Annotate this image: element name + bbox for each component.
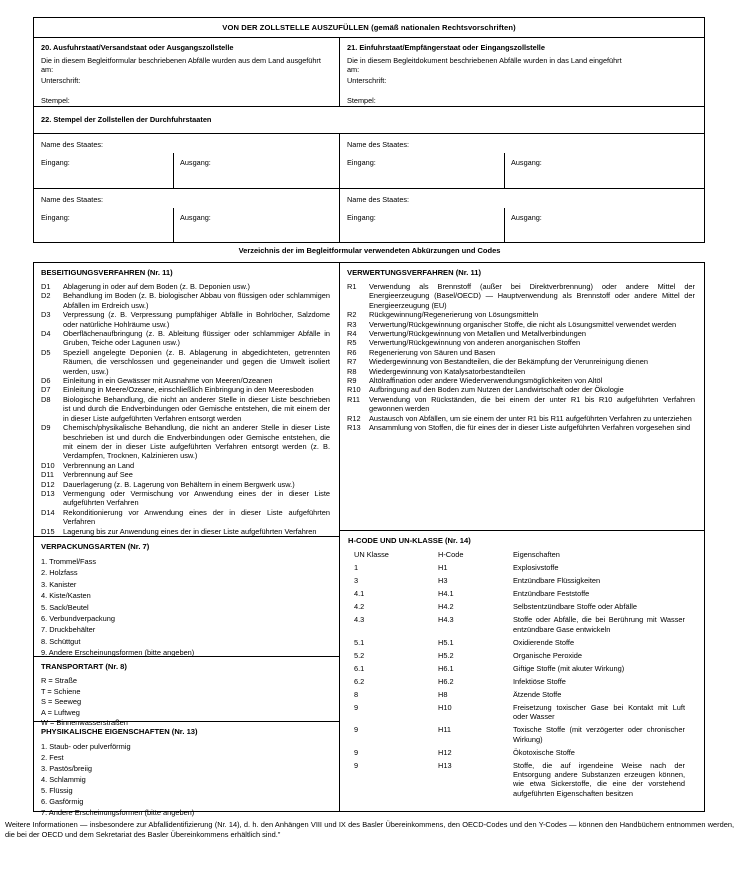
un-class-value: 4.3 <box>354 615 365 625</box>
disposal-code-item <box>41 291 334 310</box>
hcode-table <box>348 550 699 798</box>
hcode-row <box>354 690 699 699</box>
recovery-code-item <box>347 329 699 338</box>
physical-item: 3. Pastös/breiig <box>41 763 92 773</box>
hcode-row <box>354 638 699 647</box>
code-description: Wiedergewinnung von Bestandteilen, die der Bekämpfung der Verunreinigung dienen <box>369 357 648 367</box>
state-name-label: Name des Staates: <box>347 195 410 204</box>
hcode-value: H1 <box>438 563 448 573</box>
code-description: Speziell angelegte Deponien (z. B. Ablagerung in abgedichteten, getrennten Räumen, die verschlossen und gegeneinander und gegen die Umwelt isoliert werden, usw.) <box>63 347 330 376</box>
disposal-code-item <box>41 329 334 348</box>
customs-section-title: VON DER ZOLLSTELLE AUSZUFÜLLEN (gemäß nationalen Rechtsvorschriften) <box>34 18 704 38</box>
hcode-rows <box>354 563 699 798</box>
box-21-header: 21. Einfuhrstaat/Empfängerstaat oder Eingangszollstelle <box>347 43 545 52</box>
code-label: R7 <box>347 357 357 367</box>
code-label: R1 <box>347 282 357 291</box>
disposal-code-item <box>41 470 334 479</box>
packaging-section-title: VERPACKUNGSARTEN (Nr. 7) <box>41 541 150 551</box>
transit-states-grid <box>34 134 704 242</box>
code-label: R8 <box>347 366 357 376</box>
hcode-row <box>354 703 699 722</box>
code-description: Verpressung (z. B. Verpressung pumpfähiger Abfälle in Bohrlöcher, Salzdome oder natürliche Hohlräume usw.) <box>63 310 330 329</box>
code-description: Vermengung oder Vermischung vor Anwendung eines der in dieser Liste aufgeführten Verfahren <box>63 488 330 508</box>
disposal-code-item <box>41 508 334 527</box>
disposal-code-item <box>41 395 334 423</box>
recovery-code-item <box>347 338 699 347</box>
hcode-property-text: Entzündbare Flüssigkeiten <box>513 576 601 586</box>
physical-item: 7. Andere Erscheinungsformen (bitte angeben) <box>41 807 195 817</box>
entry-exit-divider <box>173 208 174 242</box>
physical-characteristics-section <box>34 722 339 818</box>
hcode-row <box>354 651 699 660</box>
hcode-property-text: Freisetzung toxischer Gase bei Kontakt mit Luft oder Wasser <box>513 702 685 722</box>
transit-state-cell <box>340 134 704 188</box>
codes-section <box>33 262 705 817</box>
hcode-property-text: Organische Peroxide <box>513 650 583 660</box>
box-21-signature-label: Unterschrift: <box>347 76 387 85</box>
transit-state-cell <box>34 188 340 242</box>
packaging-item: 7. Druckbehälter <box>41 625 96 635</box>
box-21-body: Die in diesem Begleitdokument beschriebenen Abfälle wurden in das Land eingeführt am: <box>347 56 622 74</box>
disposal-code-list <box>41 282 334 536</box>
hcode-value: H4.3 <box>438 615 454 625</box>
hcode-value: H6.1 <box>438 663 454 673</box>
hcode-row <box>354 761 699 799</box>
code-label: D3 <box>41 310 51 320</box>
recovery-section-title: VERWERTUNGSVERFAHREN (Nr. 11) <box>347 268 482 277</box>
hcode-property-text: Entzündbare Feststoffe <box>513 589 590 599</box>
disposal-code-item <box>41 282 334 291</box>
hcode-property-text: Ökotoxische Stoffe <box>513 747 575 757</box>
code-description: Einleitung in ein Gewässer mit Ausnahme von Meeren/Ozeanen <box>63 376 273 386</box>
box-21-stamp-label: Stempel: <box>347 96 376 105</box>
entry-label: Eingang: <box>347 158 376 167</box>
hcode-row <box>354 725 699 744</box>
code-label: D5 <box>41 347 51 357</box>
entry-exit-divider <box>504 208 505 242</box>
entry-label: Eingang: <box>41 158 70 167</box>
recovery-code-item <box>347 414 699 423</box>
hcode-un-class-section <box>340 531 704 811</box>
code-description: Behandlung im Boden (z. B. biologischer Abbau von flüssigen oder schlammigen Abfällen im Erdreich usw.) <box>63 291 330 310</box>
un-class-value: 3 <box>354 576 359 586</box>
disposal-code-item <box>41 385 334 394</box>
transport-item: A = Luftweg <box>41 707 80 717</box>
hcode-row <box>354 748 699 757</box>
code-description: Ansammlung von Stoffen, die für eines der in dieser Liste aufgeführten Verfahren vorgesehen sind <box>369 423 691 433</box>
packaging-item: 6. Verbundverpackung <box>41 614 115 623</box>
code-label: R11 <box>347 394 361 404</box>
hcode-value: H6.2 <box>438 676 454 686</box>
physical-item: 6. Gasförmig <box>41 796 84 806</box>
transport-modes-section <box>34 657 339 728</box>
packaging-item: 4. Kiste/Kasten <box>41 591 91 601</box>
hcode-value: H5.2 <box>438 650 454 660</box>
code-label: D8 <box>41 394 51 404</box>
hcode-property-text: Explosivstoffe <box>513 563 559 573</box>
hcode-row <box>354 664 699 673</box>
transport-item: R = Straße <box>41 675 77 685</box>
un-class-value: 9 <box>354 702 359 712</box>
disposal-code-item <box>41 423 334 461</box>
transport-item: S = Seeweg <box>41 697 82 707</box>
code-description: Verwertung/Rückgewinnung von Metallen und Metallverbindungen <box>369 329 586 339</box>
packaging-item: 1. Trommel/Fass <box>41 556 97 566</box>
code-description: Altölraffination oder andere Wiederverwendungsmöglichkeiten von Altöl <box>369 376 603 386</box>
codes-list-title: Verzeichnis der im Begleitformular verwendeten Abkürzungen und Codes <box>238 246 501 255</box>
un-class-value: 6.2 <box>354 676 365 686</box>
packaging-item: 5. Sack/Beutel <box>41 602 89 612</box>
recovery-code-item <box>347 310 699 319</box>
codes-left-column <box>34 263 340 817</box>
code-label: D4 <box>41 329 51 339</box>
recovery-code-item <box>347 423 699 432</box>
hcode-property-text: Stoffe oder Abfälle, die bei Berührung mit Wasser entzündbare Gase entwickeln <box>513 615 685 634</box>
packaging-item: 8. Schüttgut <box>41 636 81 646</box>
code-label: D7 <box>41 385 51 395</box>
hcode-row <box>354 563 699 572</box>
hcode-value: H3 <box>438 576 448 586</box>
hcode-row <box>354 576 699 585</box>
disposal-code-item <box>41 527 334 536</box>
box-20-signature-label: Unterschrift: <box>41 76 81 85</box>
disposal-operations-section <box>34 263 339 537</box>
un-class-value: 4.1 <box>354 589 365 599</box>
code-label: R12 <box>347 413 361 423</box>
recovery-code-item <box>347 357 699 366</box>
entry-exit-divider <box>173 153 174 188</box>
packaging-item: 9. Andere Erscheinungsformen (bitte angeben) <box>41 648 195 658</box>
disposal-code-item <box>41 310 334 329</box>
un-class-value: 9 <box>354 725 359 735</box>
code-label: D6 <box>41 376 51 386</box>
hcode-row <box>354 677 699 686</box>
code-description: Einleitung in Meere/Ozeane, einschließlich Einbringung in den Meeresboden <box>63 385 314 395</box>
code-label: D10 <box>41 460 55 470</box>
physical-list <box>41 741 334 818</box>
transit-state-cell <box>340 188 704 242</box>
customs-boxes-row <box>34 38 704 107</box>
entry-label: Eingang: <box>41 213 70 222</box>
packaging-list <box>41 556 334 659</box>
hcode-value: H11 <box>438 725 452 735</box>
code-label: D15 <box>41 526 55 536</box>
hcode-value: H8 <box>438 689 448 699</box>
hcode-property-text: Selbstentzündbare Stoffe oder Abfälle <box>513 602 637 612</box>
hcode-value: H5.1 <box>438 637 454 647</box>
hcode-value: H12 <box>438 747 452 757</box>
hcode-property-text: Oxidierende Stoffe <box>513 637 575 647</box>
code-label: D9 <box>41 423 51 433</box>
code-description: Ablagerung in oder auf dem Boden (z. B. Deponien usw.) <box>63 282 250 291</box>
code-description: Verwertung/Rückgewinnung von anderen anorganischen Stoffen <box>369 338 581 348</box>
code-description: Lagerung bis zur Anwendung eines der in dieser Liste aufgeführten Verfahren <box>63 526 317 536</box>
physical-item: 5. Flüssig <box>41 785 73 795</box>
code-label: D14 <box>41 507 55 517</box>
code-label: R2 <box>347 310 357 320</box>
exit-label: Ausgang: <box>511 158 542 167</box>
hcode-row <box>354 602 699 611</box>
box-20-stamp-label: Stempel: <box>41 96 70 105</box>
hcode-row <box>354 589 699 598</box>
transport-section-title: TRANSPORTART (Nr. 8) <box>41 661 127 671</box>
code-description: Verwendung als Brennstoff (außer bei Direktverbrennung) oder andere Mittel der Energieerzeugung (Basel/OECD) — Hauptverwendung als Brennstoff oder andere Mittel der Energieerzeugung (EU) <box>369 282 695 310</box>
exit-label: Ausgang: <box>511 213 542 222</box>
hcode-value: H13 <box>438 760 452 770</box>
un-class-value: 9 <box>354 760 359 770</box>
recovery-code-item <box>347 385 699 394</box>
recovery-code-item <box>347 395 699 414</box>
code-label: R3 <box>347 319 357 329</box>
code-label: R9 <box>347 376 357 386</box>
un-class-value: 4.2 <box>354 602 365 612</box>
box-20-header: 20. Ausfuhrstaat/Versandstaat oder Ausgangszollstelle <box>41 43 234 52</box>
code-description: Verwertung/Rückgewinnung organischer Stoffe, die nicht als Lösungsmittel verwendet werden <box>369 319 677 329</box>
box-22-header: 22. Stempel der Zollstellen der Durchfuhrstaaten <box>34 107 704 134</box>
recovery-code-item <box>347 367 699 376</box>
hcode-property-text: Infektiöse Stoffe <box>513 676 566 686</box>
hcode-property-text: Ätzende Stoffe <box>513 689 562 699</box>
code-label: R5 <box>347 338 357 348</box>
un-class-column-header: UN Klasse <box>354 550 389 559</box>
recovery-code-item <box>347 320 699 329</box>
box-21-import-state <box>340 38 704 106</box>
hcode-row <box>354 615 699 634</box>
code-description: Regenerierung von Säuren und Basen <box>369 347 496 357</box>
physical-section-title: PHYSIKALISCHE EIGENSCHAFTEN (Nr. 13) <box>41 726 198 736</box>
un-class-value: 5.2 <box>354 650 365 660</box>
code-label: R4 <box>347 329 357 339</box>
disposal-code-item <box>41 376 334 385</box>
code-label: D11 <box>41 470 55 480</box>
state-name-label: Name des Staates: <box>41 195 104 204</box>
un-class-value: 6.1 <box>354 663 365 673</box>
code-description: Verbrennung an Land <box>63 460 135 470</box>
code-description: Verwendung von Rückständen, die bei einem der unter R1 bis R10 aufgeführten Verfahren gewonnen werden <box>369 394 695 414</box>
disposal-code-item <box>41 348 334 376</box>
code-description: Rückgewinnung/Regenerierung von Lösungsmitteln <box>369 310 539 320</box>
code-label: R10 <box>347 385 361 395</box>
box-20-export-state <box>34 38 340 106</box>
physical-item: 2. Fest <box>41 752 64 762</box>
code-label: D1 <box>41 282 51 291</box>
hcode-section-title: H-CODE UND UN-KLASSE (Nr. 14) <box>348 536 471 545</box>
entry-label: Eingang: <box>347 213 376 222</box>
recovery-code-list <box>347 282 699 433</box>
code-label: R13 <box>347 423 361 433</box>
physical-item: 1. Staub- oder pulverförmig <box>41 741 131 751</box>
code-label: R6 <box>347 347 357 357</box>
un-class-value: 1 <box>354 563 359 573</box>
disposal-section-title: BESEITIGUNGSVERFAHREN (Nr. 11) <box>41 268 173 277</box>
packaging-types-section <box>34 537 339 657</box>
un-class-value: 8 <box>354 689 359 699</box>
hcode-value: H10 <box>438 702 452 712</box>
code-description: Oberflächenaufbringung (z. B. Ableitung flüssiger oder schlammiger Abfälle in Gruben, Teiche oder Lagunen usw.) <box>63 329 330 348</box>
hcode-column-header: H-Code <box>438 550 464 559</box>
state-name-label: Name des Staates: <box>41 140 104 149</box>
code-label: D13 <box>41 488 55 498</box>
recovery-operations-section <box>340 263 704 531</box>
un-class-value: 9 <box>354 747 359 757</box>
transport-item: W = Binnenwasserstraßen <box>41 718 128 728</box>
hcode-table-header <box>354 550 699 559</box>
code-description: Biologische Behandlung, die nicht an anderer Stelle in dieser Liste beschrieben ist und durch die Endverbindungen oder Gemische entstehen, die mit einem der in dieser Liste aufgeführten Verfahren entsorgt werden <box>63 394 330 423</box>
exit-label: Ausgang: <box>180 213 211 222</box>
disposal-code-item <box>41 480 334 489</box>
code-description: Rekonditionierung vor Anwendung eines der in dieser Liste aufgeführten Verfahren <box>63 507 330 527</box>
recovery-code-item <box>347 348 699 357</box>
code-description: Wiedergewinnung von Katalysatorbestandteilen <box>369 366 526 376</box>
footnote: Weitere Informationen — insbesondere zur Abfallidentifizierung (Nr. 14), d. h. den Anhängen VIII und IX des Basler Übereinkommens, den OECD-Codes und den Y-Codes — können den Handbüchern entnommen werden, die bei der OECD und dem Sekretariat des Basler Übereinkommens erhältlich sind." <box>5 820 734 839</box>
un-class-value: 5.1 <box>354 637 365 647</box>
state-name-label: Name des Staates: <box>347 140 410 149</box>
code-description: Aufbringung auf den Boden zum Nutzen der Landwirtschaft oder der Ökologie <box>369 385 624 395</box>
customs-section <box>33 17 705 243</box>
entry-exit-divider <box>504 153 505 188</box>
packaging-item: 2. Holzfass <box>41 568 78 578</box>
disposal-code-item <box>41 489 334 508</box>
hcode-property-text: Stoffe, die auf irgendeine Weise nach der Entsorgung andere Substanzen erzeugen können, wie etwa Sickerstoffe, die eine der vorstehend aufgeführten Eigenschaften besitzen <box>513 760 685 798</box>
code-description: Dauerlagerung (z. B. Lagerung von Behältern in einem Bergwerk usw.) <box>63 479 295 489</box>
packaging-item: 3. Kanister <box>41 579 77 589</box>
disposal-code-item <box>41 461 334 470</box>
hcode-property-text: Toxische Stoffe (mit verzögerter oder chronischer Wirkung) <box>513 725 685 744</box>
box-20-body: Die in diesem Begleitformular beschriebenen Abfälle wurden aus dem Land ausgeführt am: <box>41 56 321 74</box>
code-label: D12 <box>41 479 55 489</box>
exit-label: Ausgang: <box>180 158 211 167</box>
recovery-code-item <box>347 282 699 310</box>
code-description: Chemisch/physikalische Behandlung, die nicht an anderer Stelle in dieser Liste beschrieben ist und durch die Endverbindungen oder Gemische entstehen, die mit einem der in dieser Liste aufgeführten Verfahren entsorgt werden (z. B. Verdampfen, Trocknen, Kalzinieren usw.) <box>63 423 330 461</box>
physical-item: 4. Schlammig <box>41 774 86 784</box>
hcode-value: H4.2 <box>438 602 454 612</box>
code-description: Verbrennung auf See <box>63 470 133 480</box>
hcode-value: H4.1 <box>438 589 454 599</box>
recovery-code-item <box>347 376 699 385</box>
hcode-property-text: Giftige Stoffe (mit akuter Wirkung) <box>513 663 625 673</box>
properties-column-header: Eigenschaften <box>513 550 560 559</box>
transit-state-cell <box>34 134 340 188</box>
code-label: D2 <box>41 291 51 301</box>
transport-item: T = Schiene <box>41 686 81 696</box>
code-description: Austausch von Abfällen, um sie einem der unter R1 bis R11 aufgeführten Verfahren zu unterziehen <box>369 413 692 423</box>
codes-right-column <box>340 263 704 811</box>
